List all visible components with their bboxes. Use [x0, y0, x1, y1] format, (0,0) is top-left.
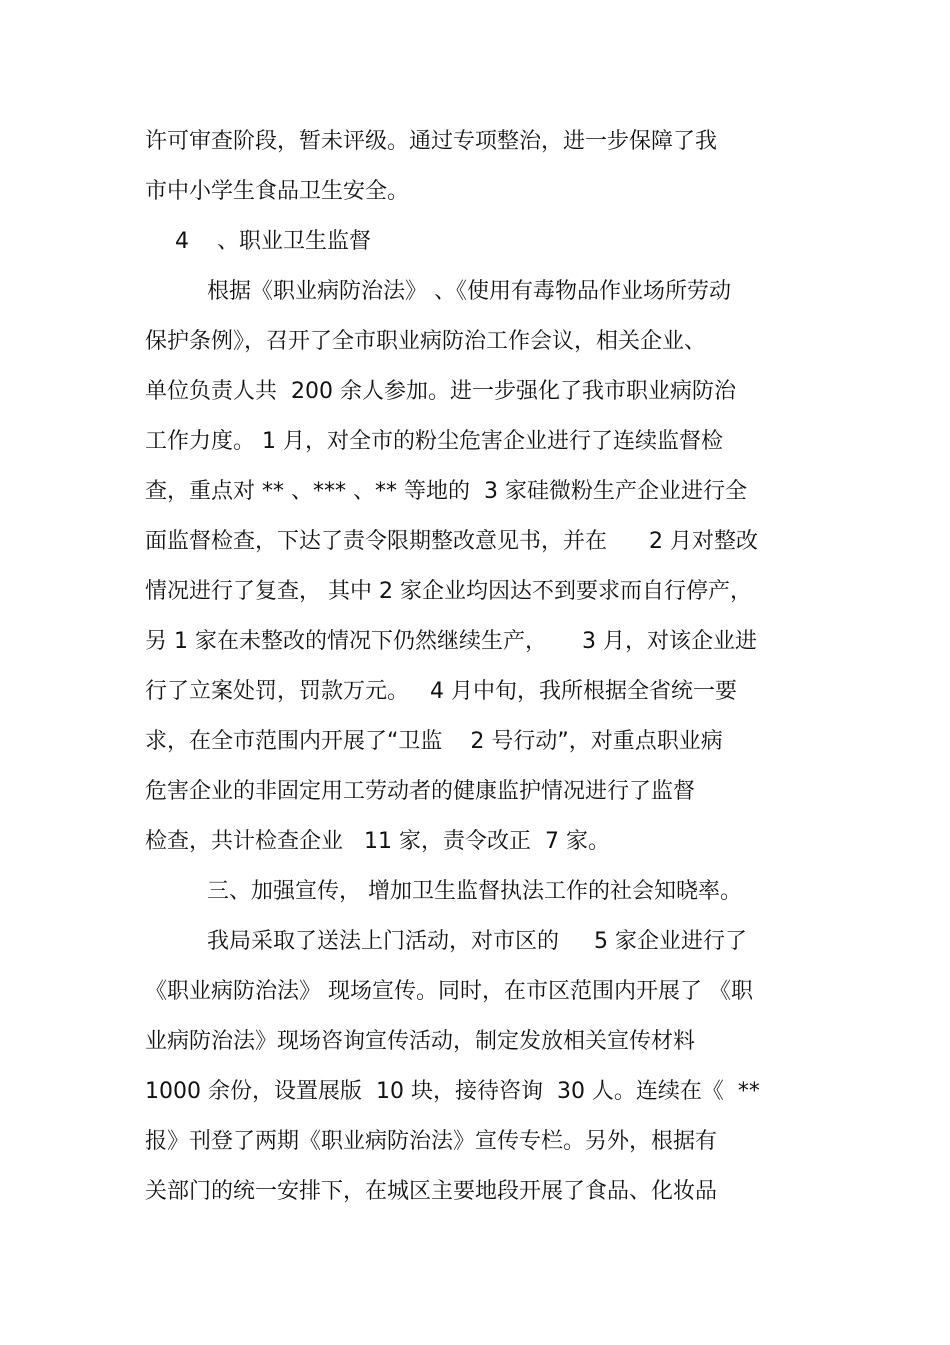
paragraph-line-8: 查，重点对 ** 、*** 、** 等地的 3 家硅微粉生产企业进行全: [145, 479, 747, 504]
section-heading-publicity: 三、加强宣传， 增加卫生监督执法工作的社会知晓率。: [207, 879, 742, 904]
paragraph-line-4: 根据《职业病防治法》 、《使用有毒物品作业场所劳动: [207, 279, 731, 304]
paragraph-line-15: 检查，共计检查企业 11 家，责令改正 7 家。: [145, 829, 610, 854]
paragraph-line-10: 情况进行了复查， 其中 2 家企业均因达不到要求而自行停产，: [145, 579, 752, 604]
paragraph-line-18: 《职业病防治法》 现场宣传。同时，在市区范围内开展了 《职: [145, 979, 753, 1004]
paragraph-line-2: 市中小学生食品卫生安全。: [145, 179, 410, 204]
paragraph-line-1: 许可审查阶段，暂未评级。通过专项整治，进一步保障了我: [145, 129, 718, 154]
paragraph-line-7: 工作力度。 1 月，对全市的粉尘危害企业进行了连续监督检: [145, 429, 723, 454]
paragraph-line-9: 面监督检查，下达了责令限期整改意见书，并在 2 月对整改: [145, 529, 758, 554]
section-heading-occupational-health: 4 、职业卫生监督: [175, 229, 371, 254]
paragraph-line-12: 行了立案处罚，罚款万元。 4 月中旬，我所根据全省统一要: [145, 679, 737, 704]
paragraph-line-21: 报》刊登了两期《职业病防治法》宣传专栏。另外，根据有: [145, 1129, 718, 1154]
paragraph-line-5: 保护条例》，召开了全市职业病防治工作会议，相关企业、: [145, 329, 707, 354]
paragraph-line-11: 另 1 家在未整改的情况下仍然继续生产， 3 月，对该企业进: [145, 629, 757, 654]
paragraph-line-20: 1000 余份，设置展版 10 块，接待咨询 30 人。连续在《 **: [145, 1079, 760, 1104]
paragraph-line-13: 求，在全市范围内开展了“卫监 2 号行动”，对重点职业病: [145, 729, 723, 754]
paragraph-line-17: 我局采取了送法上门活动，对市区的 5 家企业进行了: [207, 929, 747, 954]
paragraph-line-14: 危害企业的非固定用工劳动者的健康监护情况进行了监督: [145, 779, 696, 804]
paragraph-line-6: 单位负责人共 200 余人参加。进一步强化了我市职业病防治: [145, 379, 736, 404]
paragraph-line-22: 关部门的统一安排下，在城区主要地段开展了食品、化妆品: [145, 1179, 718, 1204]
paragraph-line-19: 业病防治法》现场咨询宣传活动，制定发放相关宣传材料: [145, 1029, 696, 1054]
